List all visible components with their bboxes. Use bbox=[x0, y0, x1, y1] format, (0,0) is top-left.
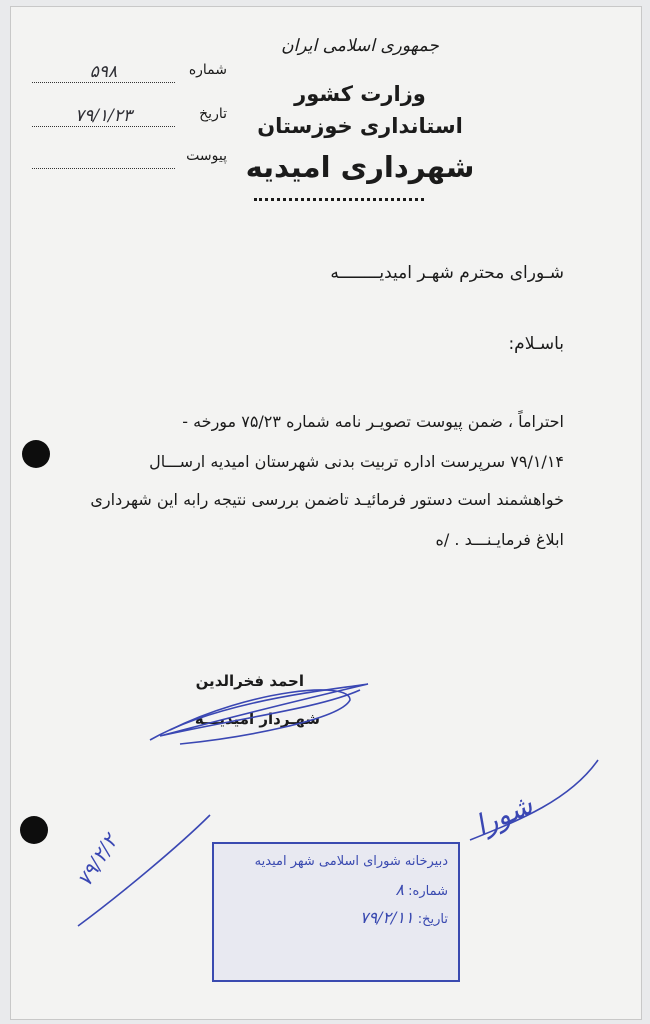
letter-addressee: شـورای محترم شهـر امیدیــــــــه bbox=[330, 263, 564, 283]
stamp-number-label: شماره: bbox=[408, 884, 448, 899]
letter-number-field bbox=[32, 62, 227, 86]
stamp-date-label: تاریخ: bbox=[417, 912, 448, 927]
punch-hole-bottom bbox=[20, 816, 48, 844]
governorate-title: استانداری خوزستان bbox=[257, 114, 463, 138]
municipality-title: شهرداری امیدیه bbox=[245, 150, 475, 184]
signatory-name: احمد فخرالدین bbox=[195, 672, 304, 690]
ministry-title: وزارت کشور bbox=[294, 82, 426, 106]
stamp-number-row bbox=[395, 880, 448, 899]
number-value: ۵۹۸ bbox=[32, 62, 175, 83]
letter-date-field bbox=[32, 106, 227, 130]
handwritten-right-note: شورا bbox=[470, 787, 538, 843]
body-line-2: ۷۹/۱/۱۴ سرپرست اداره تربیت بدنی شهرستان امیدیه ارســـال bbox=[149, 452, 564, 471]
stamp-title: دبیرخانه شورای اسلامی شهر امیدیه bbox=[254, 854, 448, 869]
signatory-title: شهـردار امیدیـــه bbox=[194, 710, 320, 728]
date-label: تاریخ bbox=[199, 106, 227, 122]
attachment-label: پیوست bbox=[186, 148, 227, 164]
number-label: شماره bbox=[188, 62, 227, 78]
body-line-3: خواهشمند است دستور فرمائیـد تاضمن بررسی نتیجه رابه این شهرداری bbox=[90, 490, 564, 509]
stamp-number-value: ۸ bbox=[395, 880, 405, 899]
attachment-value bbox=[32, 148, 175, 169]
body-line-4: ابلاغ فرمایـنـــد . /ه bbox=[435, 530, 564, 549]
letter-greeting: باسـلام: bbox=[508, 334, 564, 354]
letter-attachment-field bbox=[32, 148, 227, 172]
registry-stamp bbox=[212, 842, 460, 982]
republic-title: جمهوری اسلامی ایران bbox=[281, 36, 439, 56]
stamp-date-value: ۷۹/۲/۱۱ bbox=[359, 908, 414, 927]
header-divider bbox=[254, 198, 424, 201]
date-value: ۷۹/۱/۲۳ bbox=[32, 106, 175, 127]
stamp-date-row bbox=[360, 908, 448, 927]
body-line-1: احتراماً ، ضمن پیوست تصویـر نامه شماره ۷۵/۲۳ مورخه - bbox=[182, 412, 564, 431]
punch-hole-top bbox=[22, 440, 50, 468]
handwritten-left-note: ۷۹/۲/۲ bbox=[72, 830, 123, 891]
